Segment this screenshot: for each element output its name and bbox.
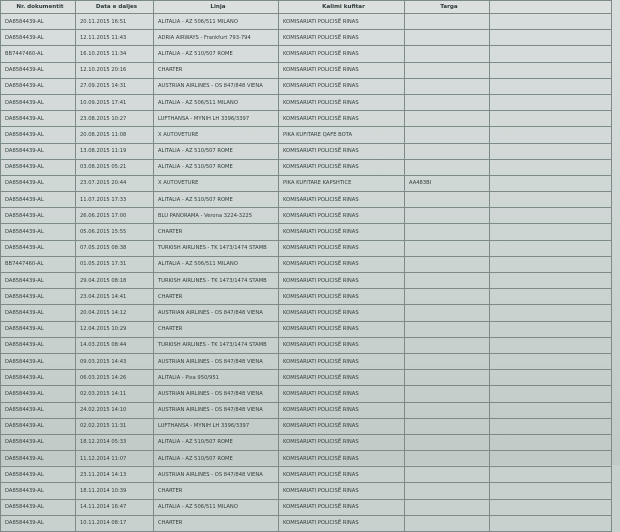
line-cell: X AUTOVETURE — [154, 127, 279, 143]
document-number-cell: DA8584439-AL — [1, 78, 76, 94]
line-cell: ALITALIA - AZ 510/507 ROME — [154, 451, 279, 467]
exit-date-cell: 29.04.2015 08:18 — [76, 273, 154, 289]
column-header-document-number: Nr. dokumentit — [1, 1, 76, 14]
empty-cell — [490, 515, 612, 531]
line-cell: ALITALIA - AZ 510/507 ROME — [154, 159, 279, 175]
border-crossing-cell: KOMISARIATI POLICISË RINAS — [279, 337, 405, 353]
line-cell: ADRIA AIRWAYS - Frankfurt 793-794 — [154, 30, 279, 46]
document-number-cell: DA8584439-AL — [1, 337, 76, 353]
document-number-cell: DA8584439-AL — [1, 370, 76, 386]
exit-date-cell: 14.11.2014 16:47 — [76, 499, 154, 515]
exit-date-cell: 23.11.2014 14:13 — [76, 467, 154, 483]
plate-cell — [405, 370, 490, 386]
table-row — [1, 418, 612, 434]
column-header-exit-date: Data e daljes — [76, 1, 154, 14]
plate-cell — [405, 273, 490, 289]
plate-cell — [405, 30, 490, 46]
document-number-cell: DA8584439-AL — [1, 240, 76, 256]
exit-date-cell: 12.11.2015 11:43 — [76, 30, 154, 46]
line-cell: AUSTRIAN AIRLINES - OS 847/848 VIENA — [154, 305, 279, 321]
line-cell: LUFTHANSA - MYNIH LH 3396/3397 — [154, 111, 279, 127]
document-number-cell: BB7447460-AL — [1, 256, 76, 272]
empty-cell — [490, 273, 612, 289]
document-number-cell: BB7447460-AL — [1, 46, 76, 62]
empty-cell — [490, 337, 612, 353]
plate-cell — [405, 451, 490, 467]
column-header-border-crossing: Kalimi kufitar — [279, 1, 405, 14]
exit-date-cell: 23.08.2015 10:27 — [76, 111, 154, 127]
exit-date-cell: 18.11.2014 10:39 — [76, 483, 154, 499]
plate-cell — [405, 94, 490, 110]
exit-date-cell: 18.12.2014 05:33 — [76, 434, 154, 450]
empty-cell — [490, 14, 612, 30]
table-row — [1, 289, 612, 305]
border-crossing-cell: KOMISARIATI POLICISË RINAS — [279, 386, 405, 402]
line-cell: CHARTER — [154, 289, 279, 305]
plate-cell — [405, 46, 490, 62]
line-cell: AUSTRIAN AIRLINES - OS 847/848 VIENA — [154, 402, 279, 418]
column-header-line: Linja — [154, 1, 279, 14]
plate-cell: AA483BI — [405, 175, 490, 191]
line-cell: AUSTRIAN AIRLINES - OS 847/848 VIENA — [154, 467, 279, 483]
document-number-cell: DA8584439-AL — [1, 143, 76, 159]
line-cell: TURKISH AIRLINES - TK 1473/1474 STAMB — [154, 337, 279, 353]
table-row — [1, 273, 612, 289]
empty-cell — [490, 94, 612, 110]
plate-cell — [405, 499, 490, 515]
plate-cell — [405, 192, 490, 208]
border-crossing-cell: KOMISARIATI POLICISË RINAS — [279, 483, 405, 499]
exit-date-cell: 10.09.2015 17:41 — [76, 94, 154, 110]
line-cell: CHARTER — [154, 515, 279, 531]
exit-date-cell: 03.08.2015 05:21 — [76, 159, 154, 175]
exit-date-cell: 14.03.2015 08:44 — [76, 337, 154, 353]
table-row — [1, 224, 612, 240]
border-crossing-cell: KOMISARIATI POLICISË RINAS — [279, 305, 405, 321]
exit-date-cell: 05.06.2015 15:55 — [76, 224, 154, 240]
document-number-cell: DA8584439-AL — [1, 159, 76, 175]
plate-cell — [405, 353, 490, 369]
table-row — [1, 256, 612, 272]
table-row — [1, 370, 612, 386]
border-crossing-cell: KOMISARIATI POLICISË RINAS — [279, 515, 405, 531]
column-header-empty — [490, 1, 612, 14]
exit-date-cell: 23.07.2015 20:44 — [76, 175, 154, 191]
border-crossing-cell: KOMISARIATI POLICISË RINAS — [279, 273, 405, 289]
border-crossing-cell: KOMISARIATI POLICISË RINAS — [279, 451, 405, 467]
empty-cell — [490, 192, 612, 208]
line-cell: ALITALIA - AZ 510/507 ROME — [154, 192, 279, 208]
table-row — [1, 434, 612, 450]
plate-cell — [405, 127, 490, 143]
column-header-plate: Targa — [405, 1, 490, 14]
empty-cell — [490, 127, 612, 143]
line-cell: AUSTRIAN AIRLINES - OS 847/848 VIENA — [154, 353, 279, 369]
table-row — [1, 305, 612, 321]
border-crossing-cell: KOMISARIATI POLICISË RINAS — [279, 370, 405, 386]
plate-cell — [405, 224, 490, 240]
line-cell: TURKISH AIRLINES - TK 1473/1474 STAMB — [154, 240, 279, 256]
document-number-cell: DA8584439-AL — [1, 175, 76, 191]
document-number-cell: DA8584439-AL — [1, 515, 76, 531]
table-row — [1, 515, 612, 531]
document-number-cell: DA8584439-AL — [1, 62, 76, 78]
exit-date-cell: 09.03.2015 14:43 — [76, 353, 154, 369]
table-row — [1, 14, 612, 30]
document-number-cell: DA8584439-AL — [1, 353, 76, 369]
table-header-row — [1, 1, 612, 14]
plate-cell — [405, 305, 490, 321]
empty-cell — [490, 46, 612, 62]
plate-cell — [405, 386, 490, 402]
empty-cell — [490, 353, 612, 369]
empty-cell — [490, 434, 612, 450]
line-cell: ALITALIA - Pisa 950/951 — [154, 370, 279, 386]
document-number-cell: DA8584439-AL — [1, 127, 76, 143]
border-crossing-cell: KOMISARIATI POLICISË RINAS — [279, 14, 405, 30]
line-cell: CHARTER — [154, 224, 279, 240]
document-number-cell: DA8584439-AL — [1, 321, 76, 337]
plate-cell — [405, 78, 490, 94]
exit-date-cell: 12.10.2015 20:16 — [76, 62, 154, 78]
empty-cell — [490, 224, 612, 240]
exit-date-cell: 06.03.2015 14:26 — [76, 370, 154, 386]
exit-date-cell: 12.04.2015 10:29 — [76, 321, 154, 337]
border-crossing-cell: KOMISARIATI POLICISË RINAS — [279, 30, 405, 46]
line-cell: AUSTRIAN AIRLINES - OS 847/848 VIENA — [154, 386, 279, 402]
border-crossing-cell: KOMISARIATI POLICISË RINAS — [279, 46, 405, 62]
table-row — [1, 159, 612, 175]
document-number-cell: DA8584439-AL — [1, 451, 76, 467]
document-number-cell: DA8584439-AL — [1, 94, 76, 110]
border-crossing-cell: KOMISARIATI POLICISË RINAS — [279, 434, 405, 450]
border-crossing-cell: KOMISARIATI POLICISË RINAS — [279, 467, 405, 483]
plate-cell — [405, 289, 490, 305]
exit-date-cell: 11.07.2015 17:33 — [76, 192, 154, 208]
border-crossing-cell: KOMISARIATI POLICISË RINAS — [279, 499, 405, 515]
line-cell: ALITALIA - AZ 510/507 ROME — [154, 46, 279, 62]
border-crossing-cell: KOMISARIATI POLICISË RINAS — [279, 353, 405, 369]
border-crossing-cell: KOMISARIATI POLICISË RINAS — [279, 62, 405, 78]
document-number-cell: DA8584439-AL — [1, 192, 76, 208]
empty-cell — [490, 78, 612, 94]
table-row — [1, 78, 612, 94]
document-number-cell: DA8584439-AL — [1, 418, 76, 434]
border-crossing-cell: KOMISARIATI POLICISË RINAS — [279, 94, 405, 110]
plate-cell — [405, 434, 490, 450]
plate-cell — [405, 321, 490, 337]
empty-cell — [490, 386, 612, 402]
line-cell: X AUTOVETURE — [154, 175, 279, 191]
line-cell: CHARTER — [154, 321, 279, 337]
document-number-cell: DA8584439-AL — [1, 14, 76, 30]
exit-date-cell: 26.06.2015 17:00 — [76, 208, 154, 224]
plate-cell — [405, 111, 490, 127]
border-crossing-cell: KOMISARIATI POLICISË RINAS — [279, 418, 405, 434]
table-row — [1, 451, 612, 467]
line-cell: LUFTHANSA - MYNIH LH 3396/3397 — [154, 418, 279, 434]
plate-cell — [405, 240, 490, 256]
table-row — [1, 46, 612, 62]
exit-date-cell: 01.05.2015 17:31 — [76, 256, 154, 272]
document-number-cell: DA8584439-AL — [1, 402, 76, 418]
document-number-cell: DA8584439-AL — [1, 483, 76, 499]
exit-date-cell: 27.09.2015 14:31 — [76, 78, 154, 94]
border-crossing-cell: PIKA KUFITARE KAPSHTICE — [279, 175, 405, 191]
table-row — [1, 192, 612, 208]
border-crossing-cell: KOMISARIATI POLICISË RINAS — [279, 208, 405, 224]
table-row — [1, 240, 612, 256]
empty-cell — [490, 208, 612, 224]
exit-date-cell: 13.08.2015 11:19 — [76, 143, 154, 159]
border-crossing-cell: KOMISARIATI POLICISË RINAS — [279, 224, 405, 240]
plate-cell — [405, 402, 490, 418]
plate-cell — [405, 418, 490, 434]
plate-cell — [405, 337, 490, 353]
table-row — [1, 499, 612, 515]
plate-cell — [405, 143, 490, 159]
exit-date-cell: 24.02.2015 14:10 — [76, 402, 154, 418]
table-row — [1, 62, 612, 78]
plate-cell — [405, 483, 490, 499]
document-number-cell: DA8584439-AL — [1, 434, 76, 450]
empty-cell — [490, 451, 612, 467]
table-row — [1, 321, 612, 337]
document-number-cell: DA8584439-AL — [1, 386, 76, 402]
empty-cell — [490, 483, 612, 499]
table-row — [1, 353, 612, 369]
border-crossing-cell: KOMISARIATI POLICISË RINAS — [279, 111, 405, 127]
plate-cell — [405, 62, 490, 78]
empty-cell — [490, 418, 612, 434]
table-row — [1, 175, 612, 191]
table-row — [1, 467, 612, 483]
exit-date-cell: 20.04.2015 14:12 — [76, 305, 154, 321]
empty-cell — [490, 499, 612, 515]
table-row — [1, 127, 612, 143]
empty-cell — [490, 143, 612, 159]
line-cell: ALITALIA - AZ 506/511 MILANO — [154, 256, 279, 272]
border-crossing-cell: KOMISARIATI POLICISË RINAS — [279, 143, 405, 159]
empty-cell — [490, 240, 612, 256]
exit-date-cell: 23.04.2015 14:41 — [76, 289, 154, 305]
border-crossing-cell: KOMISARIATI POLICISË RINAS — [279, 321, 405, 337]
document-number-cell: DA8584439-AL — [1, 208, 76, 224]
line-cell: ALITALIA - AZ 506/511 MILANO — [154, 14, 279, 30]
border-crossing-cell: KOMISARIATI POLICISË RINAS — [279, 256, 405, 272]
empty-cell — [490, 111, 612, 127]
border-crossing-cell: KOMISARIATI POLICISË RINAS — [279, 159, 405, 175]
border-crossing-cell: KOMISARIATI POLICISË RINAS — [279, 402, 405, 418]
line-cell: TURKISH AIRLINES - TK 1473/1474 STAMB — [154, 273, 279, 289]
empty-cell — [490, 305, 612, 321]
line-cell: ALITALIA - AZ 510/507 ROME — [154, 434, 279, 450]
empty-cell — [490, 175, 612, 191]
exit-date-cell: 16.10.2015 11:34 — [76, 46, 154, 62]
line-cell: ALITALIA - AZ 506/511 MILANO — [154, 499, 279, 515]
table-row — [1, 337, 612, 353]
document-number-cell: DA8584439-AL — [1, 111, 76, 127]
empty-cell — [490, 30, 612, 46]
plate-cell — [405, 467, 490, 483]
empty-cell — [490, 256, 612, 272]
empty-cell — [490, 402, 612, 418]
table-row — [1, 208, 612, 224]
exit-date-cell: 02.03.2015 14:11 — [76, 386, 154, 402]
border-crossing-cell: PIKA KUFITARE QAFE BOTA — [279, 127, 405, 143]
border-crossing-cell: KOMISARIATI POLICISË RINAS — [279, 78, 405, 94]
table-row — [1, 94, 612, 110]
document-number-cell: DA8584439-AL — [1, 305, 76, 321]
plate-cell — [405, 256, 490, 272]
table-row — [1, 30, 612, 46]
line-cell: CHARTER — [154, 483, 279, 499]
document-number-cell: DA8584439-AL — [1, 224, 76, 240]
document-number-cell: DA8584439-AL — [1, 467, 76, 483]
line-cell: AUSTRIAN AIRLINES - OS 847/848 VIENA — [154, 78, 279, 94]
empty-cell — [490, 159, 612, 175]
table-row — [1, 402, 612, 418]
empty-cell — [490, 62, 612, 78]
empty-cell — [490, 370, 612, 386]
table-row — [1, 386, 612, 402]
empty-cell — [490, 289, 612, 305]
exit-date-cell: 20.11.2015 16:51 — [76, 14, 154, 30]
border-crossing-cell: KOMISARIATI POLICISË RINAS — [279, 289, 405, 305]
document-number-cell: DA8584439-AL — [1, 289, 76, 305]
table-row — [1, 483, 612, 499]
document-number-cell: DA8584439-AL — [1, 273, 76, 289]
table-row — [1, 143, 612, 159]
exit-date-cell: 07.05.2015 08:38 — [76, 240, 154, 256]
exit-date-cell: 02.02.2015 11:31 — [76, 418, 154, 434]
line-cell: BLU PANORAMA - Verona 3224-3225 — [154, 208, 279, 224]
line-cell: ALITALIA - AZ 510/507 ROME — [154, 143, 279, 159]
plate-cell — [405, 515, 490, 531]
plate-cell — [405, 159, 490, 175]
empty-cell — [490, 467, 612, 483]
border-crossing-cell: KOMISARIATI POLICISË RINAS — [279, 192, 405, 208]
plate-cell — [405, 208, 490, 224]
line-cell: ALITALIA - AZ 506/511 MILANO — [154, 94, 279, 110]
document-number-cell: DA8584439-AL — [1, 30, 76, 46]
table-row — [1, 111, 612, 127]
border-crossing-cell: KOMISARIATI POLICISË RINAS — [279, 240, 405, 256]
plate-cell — [405, 14, 490, 30]
document-number-cell: DA8584439-AL — [1, 499, 76, 515]
exit-date-cell: 11.12.2014 11:07 — [76, 451, 154, 467]
line-cell: CHARTER — [154, 62, 279, 78]
exit-date-cell: 20.08.2015 11:08 — [76, 127, 154, 143]
exit-date-cell: 10.11.2014 08:17 — [76, 515, 154, 531]
empty-cell — [490, 321, 612, 337]
